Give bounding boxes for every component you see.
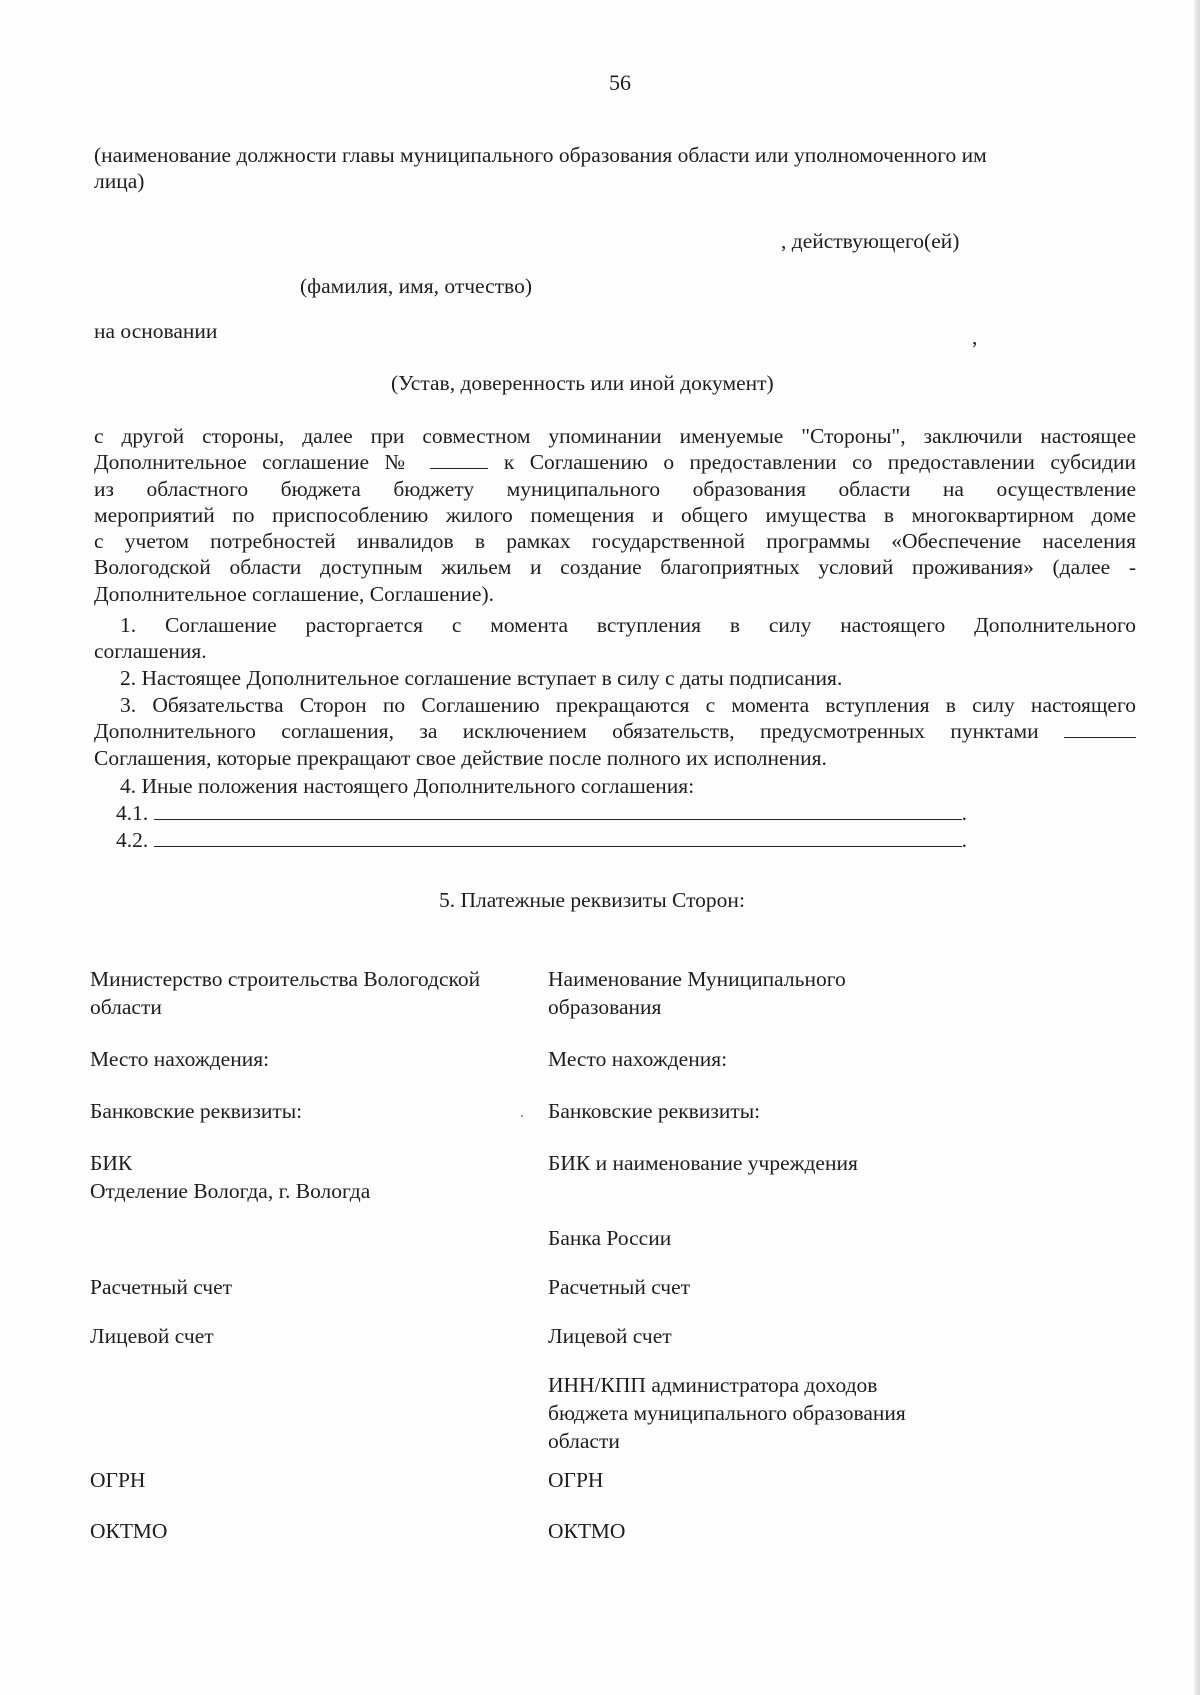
position-caption-line1: (наименование должности главы муниципального образования области или уполномоченного им <box>94 143 987 167</box>
right-org-line2: образования <box>548 995 662 1019</box>
clause-4: 4. Иные положения настоящего Дополнительного соглашения: <box>120 774 695 798</box>
left-oktmo: ОКТМО <box>90 1519 168 1543</box>
clause-4-2 <box>116 827 967 853</box>
left-location: Место нахождения: <box>90 1047 270 1071</box>
right-location: Место нахождения: <box>548 1047 728 1071</box>
clause-3-line2 <box>94 718 1136 744</box>
right-personal: Лицевой счет <box>548 1324 672 1348</box>
right-bank: Банковские реквизиты: <box>548 1099 761 1123</box>
preamble-paragraph <box>94 423 1136 607</box>
clause-4-2-period: . <box>961 828 967 852</box>
agreement-number-blank[interactable] <box>430 449 488 469</box>
left-bik: БИК <box>90 1151 133 1175</box>
scan-speck <box>521 1115 523 1117</box>
clause-4-1-blank[interactable] <box>154 800 962 820</box>
left-personal: Лицевой счет <box>90 1324 214 1348</box>
clause-4-1 <box>116 800 967 826</box>
preamble-line-2 <box>94 449 1136 475</box>
acting-text: , действующего(ей) <box>781 229 960 253</box>
clause-1-line1-wrap <box>94 612 1136 638</box>
right-org-line1: Наименование Муниципального <box>548 967 846 991</box>
preamble-line-1: с другой стороны, далее при совместном упоминании именуемые "Стороны", заключили настоящее <box>94 424 1136 448</box>
clause-3-wrap <box>94 692 1136 771</box>
basis-label: на основании <box>94 319 218 343</box>
left-bank: Банковские реквизиты: <box>90 1099 303 1123</box>
preamble-line-7: Дополнительное соглашение, Соглашение). <box>94 581 495 606</box>
left-settlement: Расчетный счет <box>90 1275 233 1299</box>
clause-4-1-period: . <box>961 801 967 825</box>
right-inn-line3: области <box>548 1429 620 1453</box>
clause-4-2-blank[interactable] <box>154 827 962 847</box>
right-inn-line2: бюджета муниципального образования <box>548 1401 906 1425</box>
preamble-line-5: с учетом потребностей инвалидов в рамках государственной программы «Обеспечение населения <box>94 529 1136 554</box>
right-settlement: Расчетный счет <box>548 1275 691 1299</box>
clause-3-points-blank[interactable] <box>1064 718 1136 738</box>
position-caption-line2: лица) <box>94 169 145 193</box>
right-bank-russia: Банка России <box>548 1226 672 1250</box>
preamble-line-4: мероприятий по приспособлению жилого помещения и общего имущества в многоквартирном доме <box>94 502 1136 527</box>
right-inn-line1: ИНН/КПП администратора доходов <box>548 1373 878 1397</box>
right-oktmo: ОКТМО <box>548 1519 626 1543</box>
clause-3-line3: Соглашения, которые прекращают свое действие после полного их исполнения. <box>94 745 827 770</box>
right-ogrn: ОГРН <box>548 1468 604 1492</box>
left-org-line1: Министерство строительства Вологодской <box>90 967 481 991</box>
basis-caption: (Устав, доверенность или иной документ) <box>391 371 774 395</box>
right-bik: БИК и наименование учреждения <box>548 1151 858 1175</box>
clause-4-2-label: 4.2. <box>116 828 149 852</box>
left-branch: Отделение Вологда, г. Вологда <box>90 1179 371 1203</box>
requisites-title: 5. Платежные реквизиты Сторон: <box>439 888 745 912</box>
fio-caption: (фамилия, имя, отчество) <box>300 274 532 298</box>
clause-2: 2. Настоящее Дополнительное соглашение вступает в силу с даты подписания. <box>120 666 843 690</box>
left-org-line2: области <box>90 995 162 1019</box>
clause-1-line2: соглашения. <box>94 639 207 663</box>
agreement-number-label: Дополнительное соглашение № <box>94 450 415 475</box>
preamble-line-6: Вологодской области доступным жильем и создание благоприятных условий проживания» (далее - <box>94 555 1136 580</box>
clause-1-line1: 1. Соглашение расторгается с момента вступления в силу настоящего Дополнительного <box>120 613 1136 637</box>
clause-3-line1: 3. Обязательства Сторон по Соглашению прекращаются с момента вступления в силу настоящего <box>120 693 1136 717</box>
basis-comma: , <box>972 325 978 349</box>
page-number: 56 <box>609 70 631 95</box>
preamble-line-2-rest: к Соглашению о предоставлении со предоставлении субсидии <box>503 450 1137 475</box>
preamble-line-3: из областного бюджета бюджету муниципального образования области на осуществление <box>94 476 1136 501</box>
clause-3-line2-text: Дополнительного соглашения, за исключением обязательств, предусмотренных пунктами <box>94 719 1039 744</box>
left-ogrn: ОГРН <box>90 1468 146 1492</box>
clause-4-1-label: 4.1. <box>116 801 149 825</box>
scan-edge-shadow <box>1194 0 1200 1695</box>
